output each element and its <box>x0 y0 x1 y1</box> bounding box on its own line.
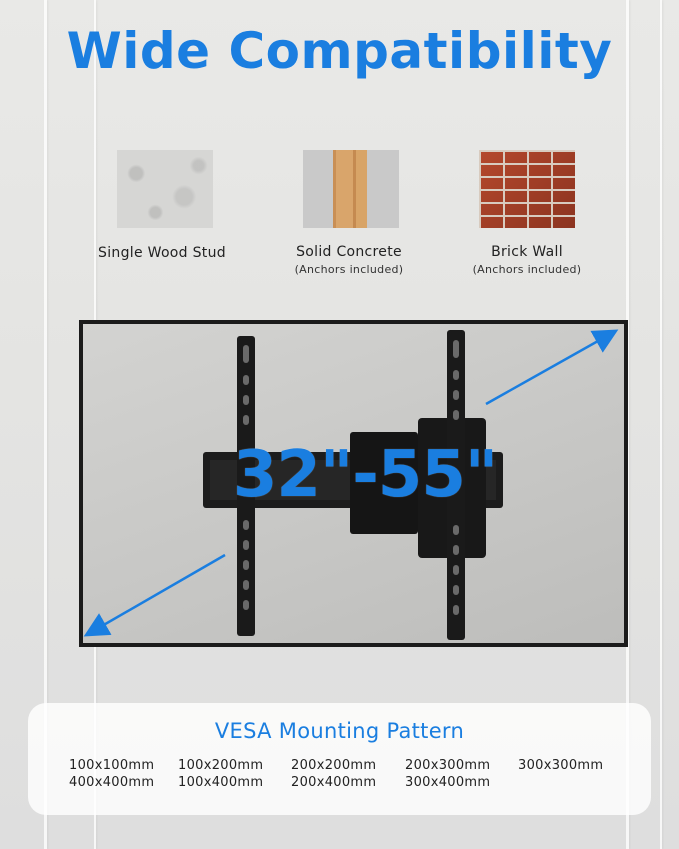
vesa-pattern: 300x400mm <box>405 775 491 790</box>
vesa-title: VESA Mounting Pattern <box>214 719 465 743</box>
vesa-pattern: 100x200mm <box>178 758 264 773</box>
vesa-pattern: 100x100mm <box>69 758 155 773</box>
vesa-pattern: 400x400mm <box>69 775 155 790</box>
vesa-pattern: 200x400mm <box>291 775 377 790</box>
page-title: Wide Compatibility <box>66 22 613 80</box>
vesa-pattern: 200x200mm <box>291 758 377 773</box>
size-arrow-down-left <box>88 555 225 634</box>
material-note: (Anchors included) <box>294 263 404 276</box>
vesa-pattern: 100x400mm <box>178 775 264 790</box>
material-label: Brick Wall <box>491 244 563 260</box>
material-label: Single Wood Stud <box>98 245 226 261</box>
vesa-pattern: 300x300mm <box>518 758 604 773</box>
material-label: Solid Concrete <box>296 244 402 260</box>
vesa-pattern: 200x300mm <box>405 758 491 773</box>
material-note: (Anchors included) <box>472 263 582 276</box>
size-arrow-up-right <box>486 332 614 404</box>
tv-size-range: 32"-55" <box>232 438 498 512</box>
